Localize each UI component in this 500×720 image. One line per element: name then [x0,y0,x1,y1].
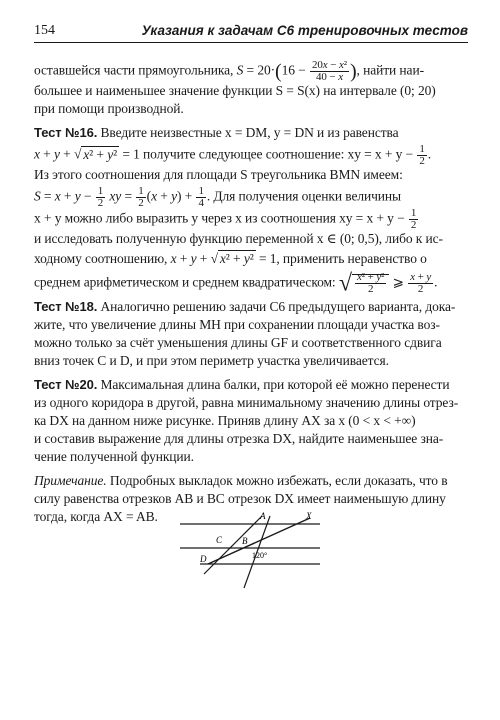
test16-line-5: x + y можно либо выразить y через x из соотношения xy = x + y − $\frac{1}{2}$ [34,207,417,231]
cont-line-1: оставшейся части прямоугольника, S = 20·(16 − $\frac{\text{20x − x²}}{40 - x}$ ), найти наи- [34,59,424,83]
cont-text-b: , найти наи- [356,62,424,78]
test18-line-1 [34,298,455,316]
note-line-1 [34,472,448,490]
test20-line-1 [34,376,449,394]
cont-text-a: оставшейся части прямоугольника, [34,62,237,78]
label-C: C [216,535,223,545]
note-text-1: Подробных выкладок можно избежать, если доказать, что в [106,473,448,488]
test20-line-4: и составив выражение для длины отрезка DX, найдите наименьшее зна- [34,431,444,446]
test20-label: Тест №20. [34,377,98,392]
test16-line-6: и исследовать полученную функцию переменной x ∈ (0; 0,5), либо к ис- [34,231,443,246]
page-number: 154 [34,23,55,38]
cont-line-3: при помощи производной. [34,101,184,116]
test16-line-4: S = x + y − $\frac{1}{2}$ xy = $\frac{1}{2}$ (x + y) + $\frac{1}{4}$ . Для получения оценки величины [34,185,402,209]
label-X: X [306,511,312,521]
note-line-2: силу равенства отрезков AB и BC отрезок DX имеет наименьшую длину [34,491,446,506]
test16-text-2: = 1 получите следующее соотношение: xy = x + y − [119,146,417,162]
test16-line-2: x + y + √ x² + y² = 1 получите следующее соотношение: xy = x + y − $\frac{1}{2}$ . [34,143,432,167]
test18-line-2: жите, что увеличение длины MH при сохранении площади участка воз- [34,317,440,332]
test18-line-4: вниз точек C и D, и при этом периметр участка увеличивается. [34,353,389,368]
test16-text-7: = 1, применить неравенство о [255,251,427,266]
test16-text-1: Введите неизвестные x = DM, y = DN и из равенства [97,125,399,140]
test20-line-3: ка DX на данном ниже рисунке. Приняв длину AX за x (0 < x < +∞) [34,413,416,428]
label-angle: 120° [252,551,268,560]
test16-line-7: ходному соотношению, x + y + √ x² + y² = 1, применить неравенство о [34,251,427,266]
test16-label: Тест №16. [34,125,98,140]
page-header [34,22,468,43]
test16-text-8: среднем арифметическом и среднем квадратическом: [34,274,339,290]
test20-line-2: из одного коридора в другой, равна минимальному значению длины отрез- [34,395,459,410]
test18-label: Тест №18. [34,299,98,314]
test16-line-3: Из этого соотношения для площади S треугольника BMN имеем: [34,167,403,182]
test16-line-1 [34,124,399,142]
corridor-figure [180,510,330,590]
label-A: A [260,511,266,521]
running-title: Указания к задачам С6 тренировочных тестов [141,23,468,38]
test20-text-1: Максимальная длина балки, при которой её можно перенести [97,377,450,392]
cont-line-2: большее и наименьшее значение функции S = S(x) на интервале (0; 20) [34,83,436,98]
test18-line-3: можно только за счёт уменьшения длины GF и соответственного сдвига [34,335,442,350]
test16-line-8: среднем арифметическом и среднем квадратическом: √ $\frac{\text{x² + y²}}{2}$ ⩾ $\frac{x + y}{2}$ . [34,270,438,297]
label-B: B [242,536,248,546]
test18-text-1: Аналогично решению задачи С6 предыдущего варианта, дока- [97,299,456,314]
note-line-3: тогда, когда AX = AB. [34,509,158,524]
corridor-left-slant [204,516,262,574]
test16-text-4: . Для получения оценки величины [206,188,402,204]
label-D: D [200,554,207,564]
note-label: Примечание. [34,473,107,488]
test16-text-5: x + y можно либо выразить y через x из соотношения xy = x + y − [34,210,408,226]
test20-line-5: чение полученной функции. [34,449,194,464]
